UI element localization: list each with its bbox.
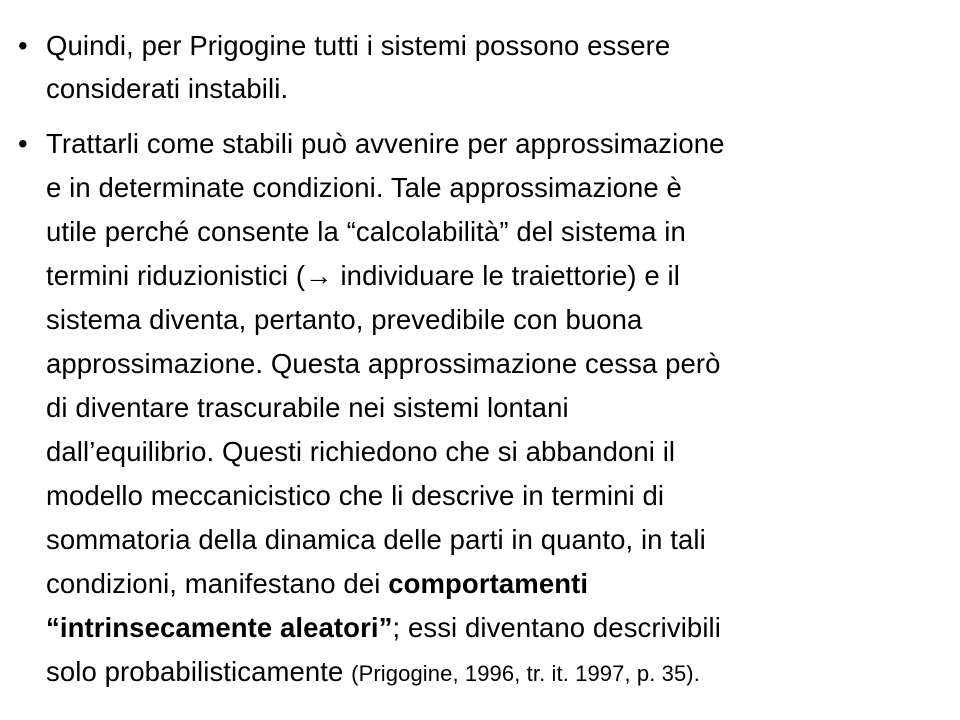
bullet-item: [16, 24, 946, 110]
bullet-marker: •: [18, 128, 28, 159]
bullet-text-line: [46, 562, 946, 606]
text-run: condizioni, manifestano dei: [46, 568, 389, 599]
bold-emphasis: “intrinsecamente aleatori”: [46, 612, 393, 643]
bullet-text-line: sistema diventa, pertanto, prevedibile con buona: [46, 304, 643, 335]
bullet-list: [16, 24, 946, 696]
bullet-text-line: Quindi, per Prigogine tutti i sistemi possono essere: [46, 30, 671, 61]
bullet-text-line: [46, 650, 946, 696]
bullet-text-line: utile perché consente la “calcolabilità” del sistema in: [46, 216, 686, 247]
bullet-text-line: termini riduzionistici (→ individuare le traiettorie) e il: [46, 260, 680, 291]
bullet-text-line: sommatoria della dinamica delle parti in quanto, in tali: [46, 524, 706, 555]
citation: (Prigogine, 1996, tr. it. 1997, p. 35).: [351, 661, 700, 686]
text-run: ; essi diventano descrivibili: [392, 612, 721, 643]
bullet-text-line: dall’equilibrio. Questi richiedono che si abbandoni il: [46, 436, 676, 467]
bullet-text-line: e in determinate condizioni. Tale approssimazione è: [46, 172, 682, 203]
bullet-text-line: modello meccanicistico che li descrive in termini di: [46, 480, 665, 511]
bullet-text-line: di diventare trascurabile nei sistemi lontani: [46, 392, 569, 423]
bullet-marker: •: [18, 30, 28, 61]
bold-emphasis: comportamenti: [388, 568, 589, 599]
bullet-text-line: considerati instabili.: [46, 73, 289, 104]
bullet-text-line: approssimazione. Questa approssimazione cessa però: [46, 348, 721, 379]
bullet-item: [16, 122, 946, 696]
text-run: solo probabilisticamente: [46, 656, 352, 687]
bullet-text-line: [46, 606, 946, 650]
bullet-text-line: Trattarli come stabili può avvenire per approssimazione: [46, 128, 725, 159]
